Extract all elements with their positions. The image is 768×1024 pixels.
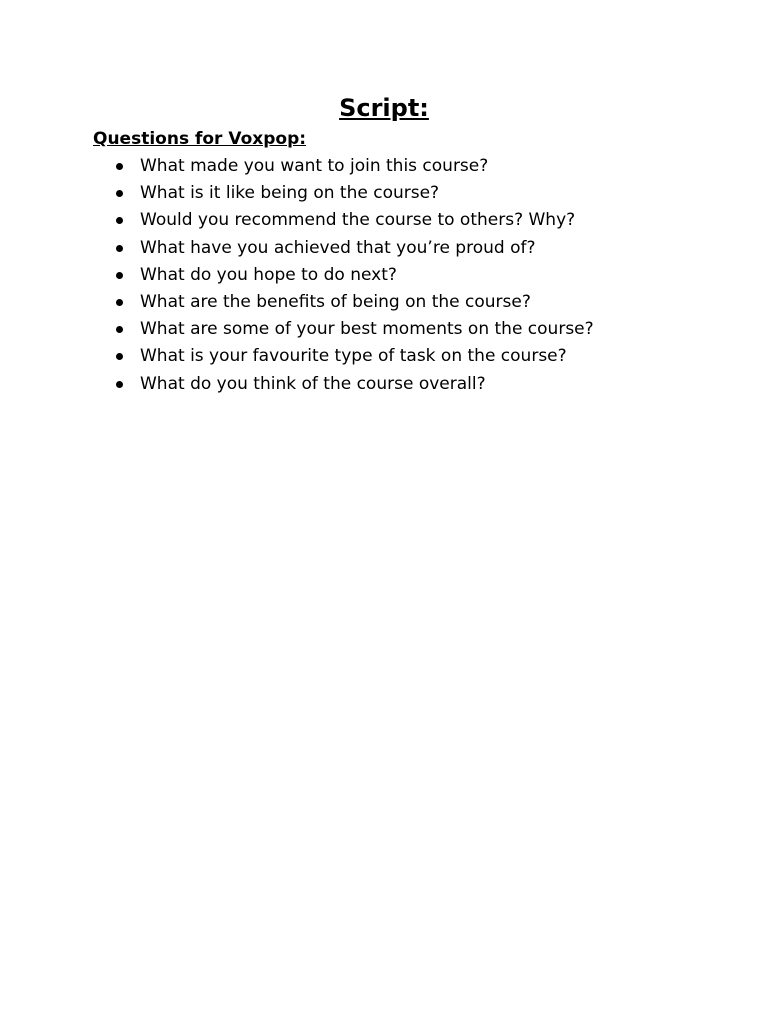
bullet-icon — [116, 272, 123, 279]
question-text: What is your favourite type of task on the course? — [140, 346, 567, 367]
bullet-icon — [116, 190, 123, 197]
bullet-icon — [116, 217, 123, 224]
question-text: Would you recommend the course to others? Why? — [140, 210, 576, 231]
question-text: What do you hope to do next? — [140, 264, 397, 285]
bullet-icon — [116, 299, 123, 306]
question-text: What have you achieved that you’re proud of? — [140, 237, 536, 258]
question-text: What are the benefits of being on the course? — [140, 291, 531, 312]
question-text: What is it like being on the course? — [140, 183, 440, 204]
question-text: What made you want to join this course? — [140, 156, 489, 176]
question-text: What are some of your best moments on the course? — [140, 319, 594, 340]
bullet-icon — [116, 381, 123, 388]
bullet-icon — [116, 326, 123, 333]
page-title: Script: — [339, 94, 429, 122]
question-text: What do you think of the course overall? — [140, 373, 486, 394]
bullet-icon — [116, 353, 123, 360]
bullet-icon — [116, 163, 123, 170]
section-heading: Questions for Voxpop: — [93, 129, 307, 149]
bullet-icon — [116, 245, 123, 252]
